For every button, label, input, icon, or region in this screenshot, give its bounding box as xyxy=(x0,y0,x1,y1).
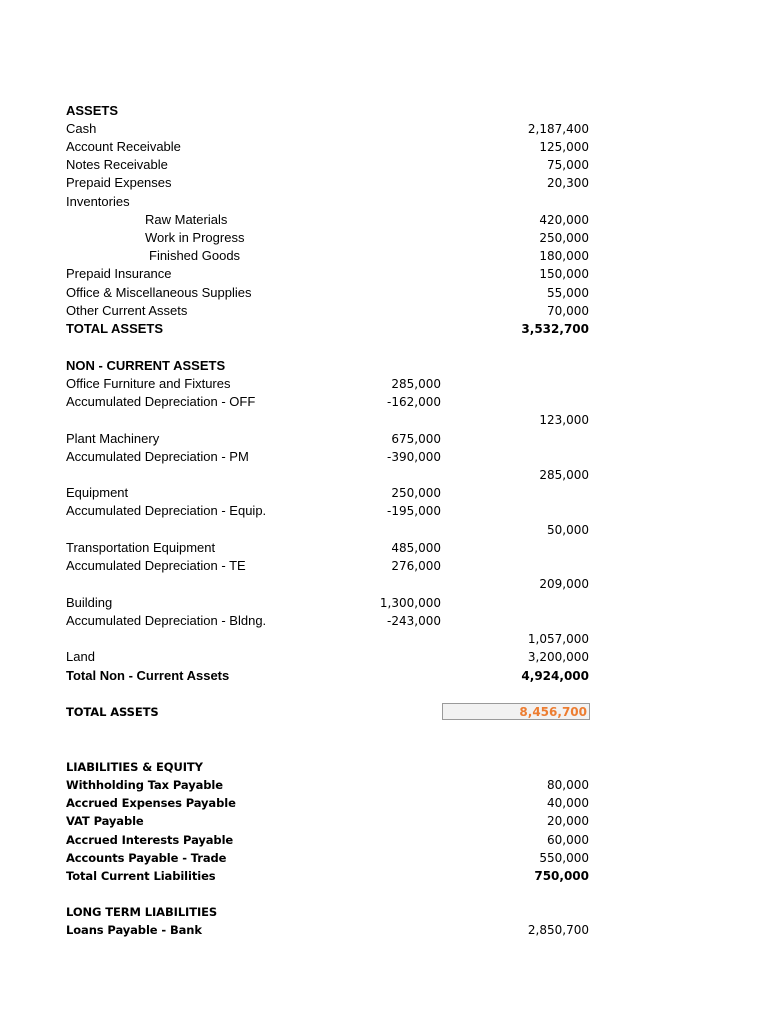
amount-value: 70,000 xyxy=(547,304,589,318)
amount-value: 2,850,700 xyxy=(527,923,589,937)
row-label: Raw Materials xyxy=(145,212,228,227)
sheet-row xyxy=(0,320,768,338)
amount-value: 123,000 xyxy=(539,413,589,427)
row-label: Plant Machinery xyxy=(66,431,160,446)
sheet-row xyxy=(0,211,768,229)
sheet-row xyxy=(0,174,768,192)
sheet-row xyxy=(0,630,768,648)
sheet-row xyxy=(0,612,768,630)
amount-value: 80,000 xyxy=(547,778,589,792)
row-label: Accumulated Depreciation - PM xyxy=(66,449,249,464)
sheet-row xyxy=(0,575,768,593)
subtotal-value: 285,000 xyxy=(391,377,441,391)
amount-value: 285,000 xyxy=(539,468,589,482)
amount-value: 50,000 xyxy=(547,523,589,537)
sheet-row xyxy=(0,812,768,830)
row-label: TOTAL ASSETS xyxy=(66,321,164,336)
sheet-row xyxy=(0,758,768,776)
sheet-row xyxy=(0,484,768,502)
row-label: Notes Receivable xyxy=(66,157,168,172)
amount-value: 150,000 xyxy=(539,267,589,281)
sheet-row xyxy=(0,138,768,156)
amount-value: 125,000 xyxy=(539,140,589,154)
row-label: Cash xyxy=(66,121,97,136)
subtotal-value: -243,000 xyxy=(387,614,441,628)
amount-value: 4,924,000 xyxy=(521,669,589,683)
row-label: Accumulated Depreciation - OFF xyxy=(66,394,256,409)
sheet-row xyxy=(0,667,768,685)
total-assets-cell xyxy=(442,703,590,720)
subtotal-value: 1,300,000 xyxy=(379,596,441,610)
row-label: Land xyxy=(66,649,95,664)
sheet-row xyxy=(0,156,768,174)
amount-value: 550,000 xyxy=(539,851,589,865)
sheet-row xyxy=(0,794,768,812)
sheet-row xyxy=(0,903,768,921)
sheet-row xyxy=(0,120,768,138)
sheet-row xyxy=(0,849,768,867)
subtotal-value: 250,000 xyxy=(391,486,441,500)
sheet-row xyxy=(0,703,768,721)
row-label: Office Furniture and Fixtures xyxy=(66,376,231,391)
amount-value: 180,000 xyxy=(539,249,589,263)
row-label: Total Non - Current Assets xyxy=(66,668,230,683)
amount-value: 2,187,400 xyxy=(527,122,589,136)
row-label: Finished Goods xyxy=(149,248,241,263)
row-label: Accounts Payable - Trade xyxy=(66,851,227,865)
amount-value: 3,200,000 xyxy=(527,650,589,664)
row-label: TOTAL ASSETS xyxy=(66,705,159,719)
row-label: Prepaid Insurance xyxy=(66,266,172,281)
sheet-row xyxy=(0,776,768,794)
row-label: Accumulated Depreciation - Bldng. xyxy=(66,613,267,628)
subtotal-value: -195,000 xyxy=(387,504,441,518)
row-label: LONG TERM LIABILITIES xyxy=(66,905,218,919)
amount-value: 750,000 xyxy=(534,869,589,883)
row-label: Total Current Liabilities xyxy=(66,869,216,883)
sheet-row xyxy=(0,867,768,885)
sheet-row xyxy=(0,265,768,283)
row-label: Loans Payable - Bank xyxy=(66,923,202,937)
sheet-row xyxy=(0,921,768,939)
amount-value: 40,000 xyxy=(547,796,589,810)
sheet-row xyxy=(0,594,768,612)
sheet-row xyxy=(0,229,768,247)
row-label: Equipment xyxy=(66,485,129,500)
sheet-row xyxy=(0,247,768,265)
sheet-row xyxy=(0,393,768,411)
row-label: VAT Payable xyxy=(66,814,144,828)
sheet-row xyxy=(0,466,768,484)
row-label: Inventories xyxy=(66,194,130,209)
sheet-row xyxy=(0,302,768,320)
row-label: Office & Miscellaneous Supplies xyxy=(66,285,252,300)
row-label: ASSETS xyxy=(66,103,119,118)
row-label: Prepaid Expenses xyxy=(66,175,172,190)
amount-value: 3,532,700 xyxy=(521,322,589,336)
subtotal-value: -390,000 xyxy=(387,450,441,464)
amount-value: 75,000 xyxy=(547,158,589,172)
sheet-row xyxy=(0,193,768,211)
row-label: Accrued Expenses Payable xyxy=(66,796,236,810)
row-label: LIABILITIES & EQUITY xyxy=(66,760,203,774)
row-label: Accrued Interests Payable xyxy=(66,833,234,847)
sheet-row xyxy=(0,521,768,539)
sheet-row xyxy=(0,557,768,575)
subtotal-value: 485,000 xyxy=(391,541,441,555)
amount-value: 60,000 xyxy=(547,833,589,847)
sheet-row xyxy=(0,375,768,393)
row-label: Account Receivable xyxy=(66,139,181,154)
row-label: Accumulated Depreciation - Equip. xyxy=(66,503,267,518)
subtotal-value: 675,000 xyxy=(391,432,441,446)
sheet-row xyxy=(0,831,768,849)
amount-value: 20,000 xyxy=(547,814,589,828)
amount-value: 20,300 xyxy=(547,176,589,190)
sheet-row xyxy=(0,648,768,666)
amount-value: 420,000 xyxy=(539,213,589,227)
row-label: Transportation Equipment xyxy=(66,540,216,555)
amount-value: 250,000 xyxy=(539,231,589,245)
sheet-row xyxy=(0,102,768,120)
row-label: Work in Progress xyxy=(145,230,245,245)
sheet-row xyxy=(0,502,768,520)
amount-value: 55,000 xyxy=(547,286,589,300)
total-assets-value: 8,456,700 xyxy=(519,705,587,719)
sheet-row xyxy=(0,411,768,429)
row-label: NON - CURRENT ASSETS xyxy=(66,358,226,373)
row-label: Building xyxy=(66,595,113,610)
row-label: Accumulated Depreciation - TE xyxy=(66,558,246,573)
amount-value: 209,000 xyxy=(539,577,589,591)
sheet-row xyxy=(0,357,768,375)
subtotal-value: -162,000 xyxy=(387,395,441,409)
sheet-row xyxy=(0,448,768,466)
sheet-row xyxy=(0,539,768,557)
row-label: Withholding Tax Payable xyxy=(66,778,223,792)
subtotal-value: 276,000 xyxy=(391,559,441,573)
sheet-row xyxy=(0,284,768,302)
amount-value: 1,057,000 xyxy=(527,632,589,646)
row-label: Other Current Assets xyxy=(66,303,188,318)
sheet-row xyxy=(0,430,768,448)
